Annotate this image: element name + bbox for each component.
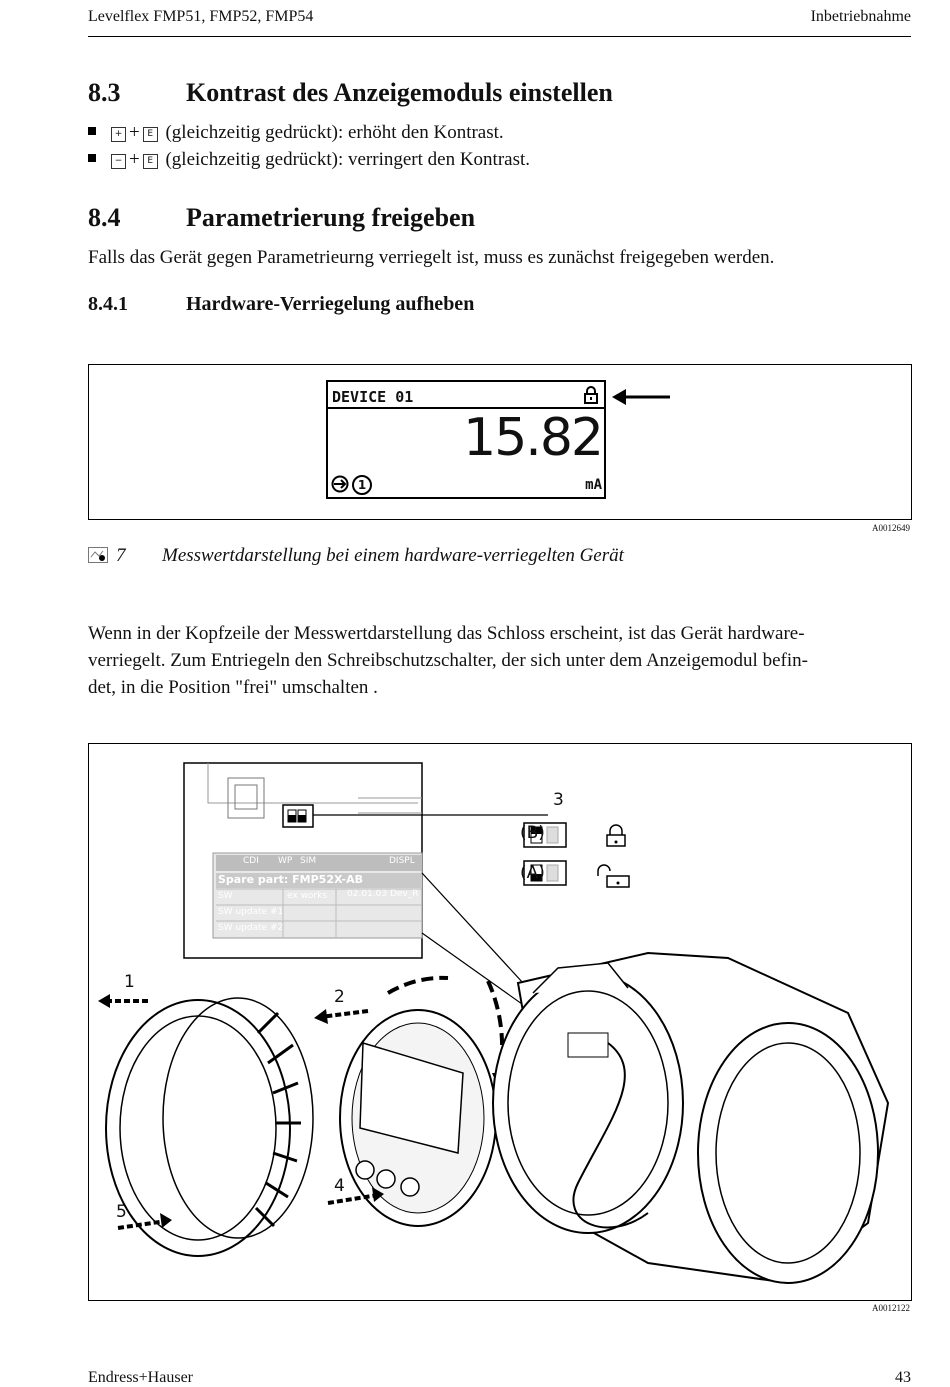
callout-1: 1 <box>124 972 135 992</box>
enter-key-icon: E <box>143 154 158 169</box>
label-sw-update-2: SW update #2 <box>218 923 284 933</box>
lock-icon <box>583 386 599 404</box>
display-title: DEVICE 01 <box>332 388 414 406</box>
section-8-3-title: Kontrast des Anzeigemoduls einstellen <box>186 78 613 107</box>
cover-illustration <box>106 998 313 1256</box>
figure1-caption-text: Messwertdarstellung bei einem hardware-verriegelten Gerät <box>162 545 624 566</box>
callout-5: 5 <box>116 1202 127 1222</box>
header-rule <box>88 36 911 37</box>
header-right: Inbetriebnahme <box>810 8 911 25</box>
page-number: 43 <box>895 1369 911 1386</box>
figure1-id: A0012649 <box>872 523 910 533</box>
enter-key-icon: E <box>143 127 158 142</box>
label-spare-part: Spare part: FMP52X-AB <box>218 873 364 886</box>
hardware-illustration <box>88 743 910 1299</box>
contrast-decrease-item: − + E (gleichzeitig gedrückt): verringert den Kontrast. <box>88 149 530 171</box>
section-8-4-1-title: Hardware-Verriegelung aufheben <box>186 293 475 315</box>
figure-caption-icon <box>88 547 108 563</box>
callout-3: 3 <box>553 790 564 810</box>
figure1-caption-number: 7 <box>116 545 126 566</box>
label-sim: SIM <box>300 856 317 866</box>
header-left: Levelflex FMP51, FMP52, FMP54 <box>88 8 314 25</box>
callout-2: 2 <box>334 987 345 1007</box>
display-module-illustration <box>340 978 508 1226</box>
contrast-decrease-text: (gleichzeitig gedrückt): verringert den Kontrast. <box>165 149 531 170</box>
callout-b: (B) <box>520 823 545 843</box>
section-8-4-number: 8.4 <box>88 203 121 232</box>
minus-key-icon: − <box>111 154 126 169</box>
label-ex-works: ex works <box>287 891 328 901</box>
housing-illustration <box>493 953 888 1283</box>
section-8-4-1-number: 8.4.1 <box>88 293 128 315</box>
label-date: 02.01.03 Dev_R <box>347 889 419 899</box>
body-paragraph <box>88 620 911 701</box>
label-sw-update-1: SW update #1 <box>218 907 284 917</box>
label-wp: WP <box>278 856 293 866</box>
bullet-icon <box>88 154 96 162</box>
display-value: 15.82 <box>463 408 602 468</box>
pointer-arrow-icon <box>610 386 672 408</box>
contrast-increase-text: (gleichzeitig gedrückt): erhöht den Kontrast. <box>165 122 504 143</box>
footer-left: Endress+Hauser <box>88 1369 193 1386</box>
callout-a: (A) <box>520 863 545 883</box>
section-8-3-number: 8.3 <box>88 78 121 107</box>
label-sw: SW <box>218 891 233 901</box>
plus-key-icon: + <box>111 127 126 142</box>
figure2-id: A0012122 <box>872 1303 910 1313</box>
contrast-increase-item: + + E (gleichzeitig gedrückt): erhöht den Kontrast. <box>88 122 504 144</box>
label-cdi: CDI <box>243 856 259 866</box>
callout-4: 4 <box>334 1176 345 1196</box>
display-channel: 1 <box>352 475 372 495</box>
channel-arrow-icon <box>331 475 353 493</box>
body-line-1: Wenn in der Kopfzeile der Messwertdarstellung das Schloss erscheint, ist das Gerät hardware- <box>88 623 805 644</box>
display-screen <box>326 380 606 499</box>
body-line-2: verriegelt. Zum Entriegeln den Schreibschutzschalter, der sich unter dem Anzeigemodul befin- <box>88 650 808 671</box>
label-displ: DISPL <box>389 856 415 866</box>
bullet-icon <box>88 127 96 135</box>
section-8-4-intro: Falls das Gerät gegen Parametrieurng verriegelt ist, muss es zunächst freigegeben werden. <box>88 247 775 268</box>
locked-icon <box>607 825 625 846</box>
body-line-3: det, in die Position "frei" umschalten . <box>88 677 378 698</box>
display-unit: mA <box>585 477 602 493</box>
section-8-4-title: Parametrierung freigeben <box>186 203 476 232</box>
unlocked-icon <box>598 865 629 887</box>
